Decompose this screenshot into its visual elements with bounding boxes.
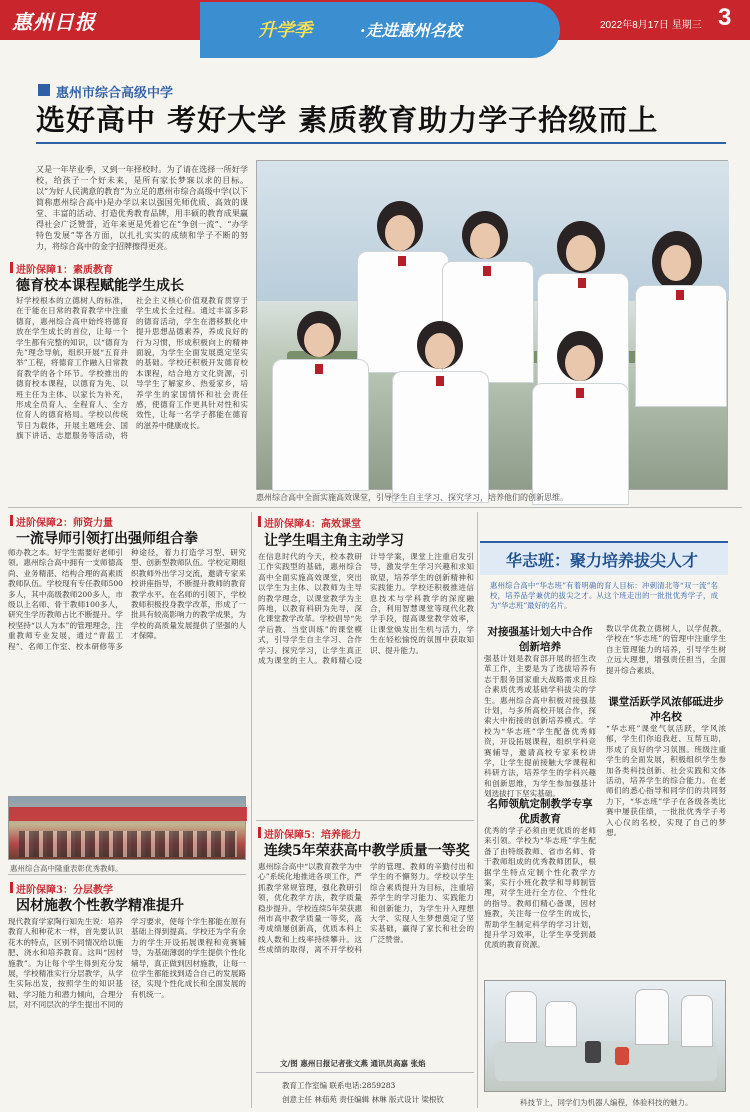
student-face-5 bbox=[304, 323, 334, 357]
student-shirt-4 bbox=[635, 285, 727, 407]
student-tie-5 bbox=[315, 364, 323, 374]
sidebar-title: 华志班：聚力培养拔尖人才 bbox=[506, 551, 699, 570]
student-face-4 bbox=[661, 245, 691, 281]
article-headline: 选好高中 考好大学 素质教育助力学子拾级而上 bbox=[36, 103, 659, 137]
divider-3 bbox=[256, 820, 474, 821]
headline-rule bbox=[36, 142, 726, 144]
article-kicker: 惠州市综合高级中学 bbox=[56, 86, 174, 101]
section3-title: 因材施教个性教学精准提升 bbox=[16, 898, 184, 914]
section4-title: 让学生唱主角主动学习 bbox=[264, 533, 404, 549]
section3-marker bbox=[10, 882, 13, 893]
student-shirt-2 bbox=[442, 261, 534, 383]
footer-editors: 创意主任 林茹苑 责任编辑 林琳 版式设计 梁根钦 bbox=[282, 1095, 444, 1104]
student-shirt-5 bbox=[272, 359, 369, 491]
photo-student-a bbox=[505, 991, 537, 1043]
photo-crowd bbox=[19, 831, 237, 857]
sidebar-photo-robots bbox=[484, 980, 726, 1092]
section4-marker bbox=[258, 516, 261, 527]
section1-tag: 进阶保障1：素质教育 bbox=[16, 265, 113, 276]
student-shirt-6 bbox=[392, 371, 489, 503]
section3-body: 现代教育学家陶行知先生说：培养教育人和种花木一样，首先要认识花木的特点，区别不同情况给以施肥、浇水和培养教育。这叫“因材施教”。为让每个学生得到充分发展，学校精准实行分层教学，从学生实际出发，按照学生的知识基础、学习能力和潜力倾向，合理分层，对不同层次的学生提出不同的学习要求，使每个学生都能在原有基础上得到提高。学校还为学有余力的学生开设拓展课程和竞赛辅导，为基础薄弱的学生提供个性化辅导，真正做到因材施教，让每一位学生都能找到适合自己的发展路径，实现个性化成长和全面发展的有机统一。 bbox=[8, 917, 246, 1010]
section2-marker bbox=[10, 515, 13, 526]
section2-photo-teachers bbox=[8, 796, 246, 860]
student-face-6 bbox=[425, 333, 455, 369]
article-credits: 文/图 惠州日报记者张文燕 通讯员高嘉 张焰 bbox=[280, 1059, 426, 1068]
section2-tag: 进阶保障2：师资力量 bbox=[16, 518, 113, 529]
student-shirt-7 bbox=[532, 383, 629, 505]
main-photo-students bbox=[256, 160, 728, 490]
section1-body: 好学校根本的立德树人的标准，在于能在日常的教育教学中注重德育，惠州综合高中始终将德育放在学生成长的首位，让每一个学生都有完整的知识，以“德育为先”理念导航，组织开展“五育并举”工程，将德育工作融入日常教育教学的各个环节。学校推出的德育校本课程，以德育为先、以班主任为主体、以家长为补充，形成全员育人、全程育人、全方位育人的德育格局。学校以传统节日为载体，开展主题班会、国旗下讲话、志愿服务等活动，将社会主义核心价值观教育贯穿于学生成长全过程。通过丰富多彩的德育活动，学生在潜移默化中提升思想品德素养，养成良好的行为习惯，形成积极向上的精神面貌，为学生全面发展奠定坚实的基础。学校还积极开发德育校本课程，结合地方文化资源，引导学生了解家乡、热爱家乡，培养学生的家国情怀和社会责任感，使德育工作更具针对性和实效性，让每一名学子都能在德育的滋养中健康成长。 bbox=[16, 296, 248, 441]
robot-icon-1 bbox=[585, 1041, 601, 1063]
section5-title: 连续5年荣获高中教学质量一等奖 bbox=[264, 843, 470, 859]
section5-marker bbox=[258, 827, 261, 838]
student-tie-7 bbox=[576, 388, 584, 398]
kicker-marker bbox=[38, 84, 50, 96]
sidebar-body4: “华志班”课堂气氛活跃，学风浓郁，学生们你追我赶、互帮互助，形成了良好的学习氛围。班级注重学生的全面发展，积极组织学生参加各类科技创新、社会实践和文体活动，培养学生的综合能力。在老师们的悉心指导和同学们的共同努力下，“华志班”学子在各级各类比赛中屡获佳绩，一批批优秀学子考入心仪的名校，实现了自己的梦想。 bbox=[606, 724, 726, 838]
sidebar-photo-caption: 科技节上，同学们为机器人编程，体验科技的魅力。 bbox=[520, 1098, 693, 1107]
section4-tag: 进阶保障4：高效课堂 bbox=[264, 519, 361, 530]
banner-title-part1: 升学季 bbox=[258, 20, 312, 41]
student-tie-1 bbox=[398, 256, 406, 266]
sidebar-sub2: 名师领航定制教学专享优质教育 bbox=[487, 798, 593, 825]
student-tie-3 bbox=[578, 278, 586, 288]
sidebar-body3: 数以学优教立德树人，以学促教。学校在“华志班”的管理中注重学生自主管理能力的培养，引导学生树立远大理想，增强责任担当，全面提升综合素质。 bbox=[606, 624, 726, 675]
photo-table bbox=[495, 1041, 717, 1081]
student-face-3 bbox=[566, 235, 596, 271]
section2-photo-caption: 惠州综合高中隆重表彰优秀教师。 bbox=[10, 864, 123, 873]
sidebar-body2: 优秀的学子必须由更优质的老师来引领。学校为“华志班”学生配备了由特级教师、省市名师、骨干教师组成的优秀教师团队，根据学生特点定制个性化教学方案，实行小班化教学和导师制管理，对学生进行全方位、个性化的指导。教师们精心备课，因材施教，关注每一位学生的成长，帮助学生制定科学的学习计划，提升学习效率，让学生享受到最优质的教育资源。 bbox=[484, 826, 596, 950]
student-face-2 bbox=[470, 223, 500, 259]
column-rule-1 bbox=[251, 512, 252, 1108]
divider-2 bbox=[8, 874, 246, 875]
page-number: 3 bbox=[718, 4, 732, 31]
student-tie-2 bbox=[483, 266, 491, 276]
column-rule-2 bbox=[477, 512, 478, 1108]
photo-student-b bbox=[545, 1001, 577, 1047]
divider-4 bbox=[256, 1072, 474, 1073]
student-tie-6 bbox=[436, 376, 444, 386]
section1-title: 德育校本课程赋能学生成长 bbox=[16, 278, 184, 294]
section1-marker bbox=[10, 262, 13, 273]
section2-body: 师办教之本。好学生需要好老师引领。惠州综合高中拥有一支师德高尚、业务精湛、结构合理的高素质教师队伍。学校现有专任教师500多人，其中高级教师200多人，市级以上名师、骨干教师100多人，研究生学历教师占比不断提升。学校坚持“以人为本”的管理理念，注重教师专业发展，通过“青蓝工程”、名师工作室、校本研修等多种途径，着力打造学习型、研究型、创新型教师队伍。学校定期组织教师外出学习交流，邀请专家来校讲座指导，不断提升教师的教育教学水平。在名师的引领下，学校教师积极投身教学改革，形成了一批具有较高影响力的教学成果，为学校的高质量发展提供了坚强的人才保障。 bbox=[8, 548, 246, 651]
footer-contact: 教育工作室编 联系电话:2859283 bbox=[282, 1081, 396, 1090]
newspaper-logo: 惠州日报 bbox=[12, 10, 96, 34]
section4-body: 在信息时代的今天，校本教研工作实践型的基础，惠州综合高中全面实施高效课堂，突出以学生为主体、以教师为主导的教学理念，以课堂教学为主阵地，以教育科研为先导，深化课堂教学改革。学校倡导“先学后教、当堂训练”的课堂模式，引导学生自主学习、合作学习、探究学习，让学生真正成为课堂的主人。教师精心设计导学案，课堂上注重启发引导，激发学生学习兴趣和求知欲望，培养学生的创新精神和实践能力。学校还积极推进信息技术与学科教学的深度融合，利用智慧课堂等现代化教学手段，提高课堂教学效率，让课堂焕发出生机与活力，学生在轻松愉悦的氛围中获取知识、提升能力。 bbox=[258, 552, 474, 666]
divider-1 bbox=[8, 507, 742, 508]
photo-banner-red bbox=[9, 807, 247, 821]
issue-date: 2022年8月17日 星期三 bbox=[600, 20, 702, 31]
section5-tag: 进阶保障5：培养能力 bbox=[264, 830, 361, 841]
sidebar-sub1: 对接强基计划大中合作创新培养 bbox=[487, 626, 593, 653]
sidebar-sub3: 课堂活跃学风浓郁砥进步冲名校 bbox=[608, 696, 724, 723]
main-photo-caption: 惠州综合高中全面实施高效课堂，引导学生自主学习、探究学习，培养他们的创新思维。 bbox=[256, 493, 568, 502]
student-face-1 bbox=[385, 215, 415, 251]
section3-tag: 进阶保障3：分层教学 bbox=[16, 885, 113, 896]
section5-body: 惠州综合高中“以教育教学为中心”系统化地推进各项工作，严抓教学常规管理，强化教研引领，优化教学方法，教学质量稳步提升。学校连续5年荣获惠州市高中教学质量一等奖，高考成绩屡创新高，优质本科上线人数和上线率持续攀升。这些成绩的取得，离不开学校科学的管理、教师的辛勤付出和学生的不懈努力。学校以学生综合素质提升为目标，注重培养学生的学习能力、实践能力和创新能力，为学生升入理想大学、实现人生梦想奠定了坚实基础，赢得了家长和社会的广泛赞誉。 bbox=[258, 862, 474, 955]
robot-icon-2 bbox=[615, 1047, 629, 1065]
banner-title-part2: ·走进惠州名校 bbox=[360, 21, 462, 40]
sidebar-intro: 惠州综合高中“华志班”有着明确的育人目标：冲刺清北等“双一流”名校，培养品学兼优的拔尖之才。从这个班走出的一批批优秀学子，成为“华志班”最好的名片。 bbox=[490, 581, 718, 610]
student-face-7 bbox=[565, 345, 595, 381]
article-intro: 又是一年毕业季，又到一年择校时。为了请在选择一所好学校，给孩子一个好未来，是所有家长梦寐以求的目标。以“为好人民满意的教育”为立足的惠州市综合高级中学(以下简称惠州综合高中)是办学以来以强国先师优质、高效的课堂、丰富的活动、打造优秀教育品牌，用丰硕的教育成果赢得社会广泛赞誉，近年来更是凭着它在“争创一流”、“办学特色发展”等各方面，以扎扎实实的成绩和学子不断的努力，将综合高中的金字招牌擦得更亮。 bbox=[36, 165, 248, 251]
sidebar-body1: 强基计划是教育部开展的招生改革工作，主要是为了选拔培养有志于服务国家重大战略需求且综合素质优秀或基础学科拔尖的学生。惠州综合高中积极对接强基计划，与多所高校开展合作，探索大中衔接的创新培养模式。学校为“华志班”学生配备优秀师资，开设拓展课程，组织学科竞赛辅导，邀请高校专家来校讲学，让学生提前接触大学课程和科研方法，培养学生的学科兴趣和创新思维，为学生参加强基计划选拔打下坚实基础。 bbox=[484, 654, 596, 799]
section2-title: 一流导师引领打出强师组合拳 bbox=[16, 531, 198, 547]
photo-student-c bbox=[635, 989, 669, 1045]
photo-student-d bbox=[681, 995, 713, 1047]
student-tie-4 bbox=[676, 290, 684, 300]
